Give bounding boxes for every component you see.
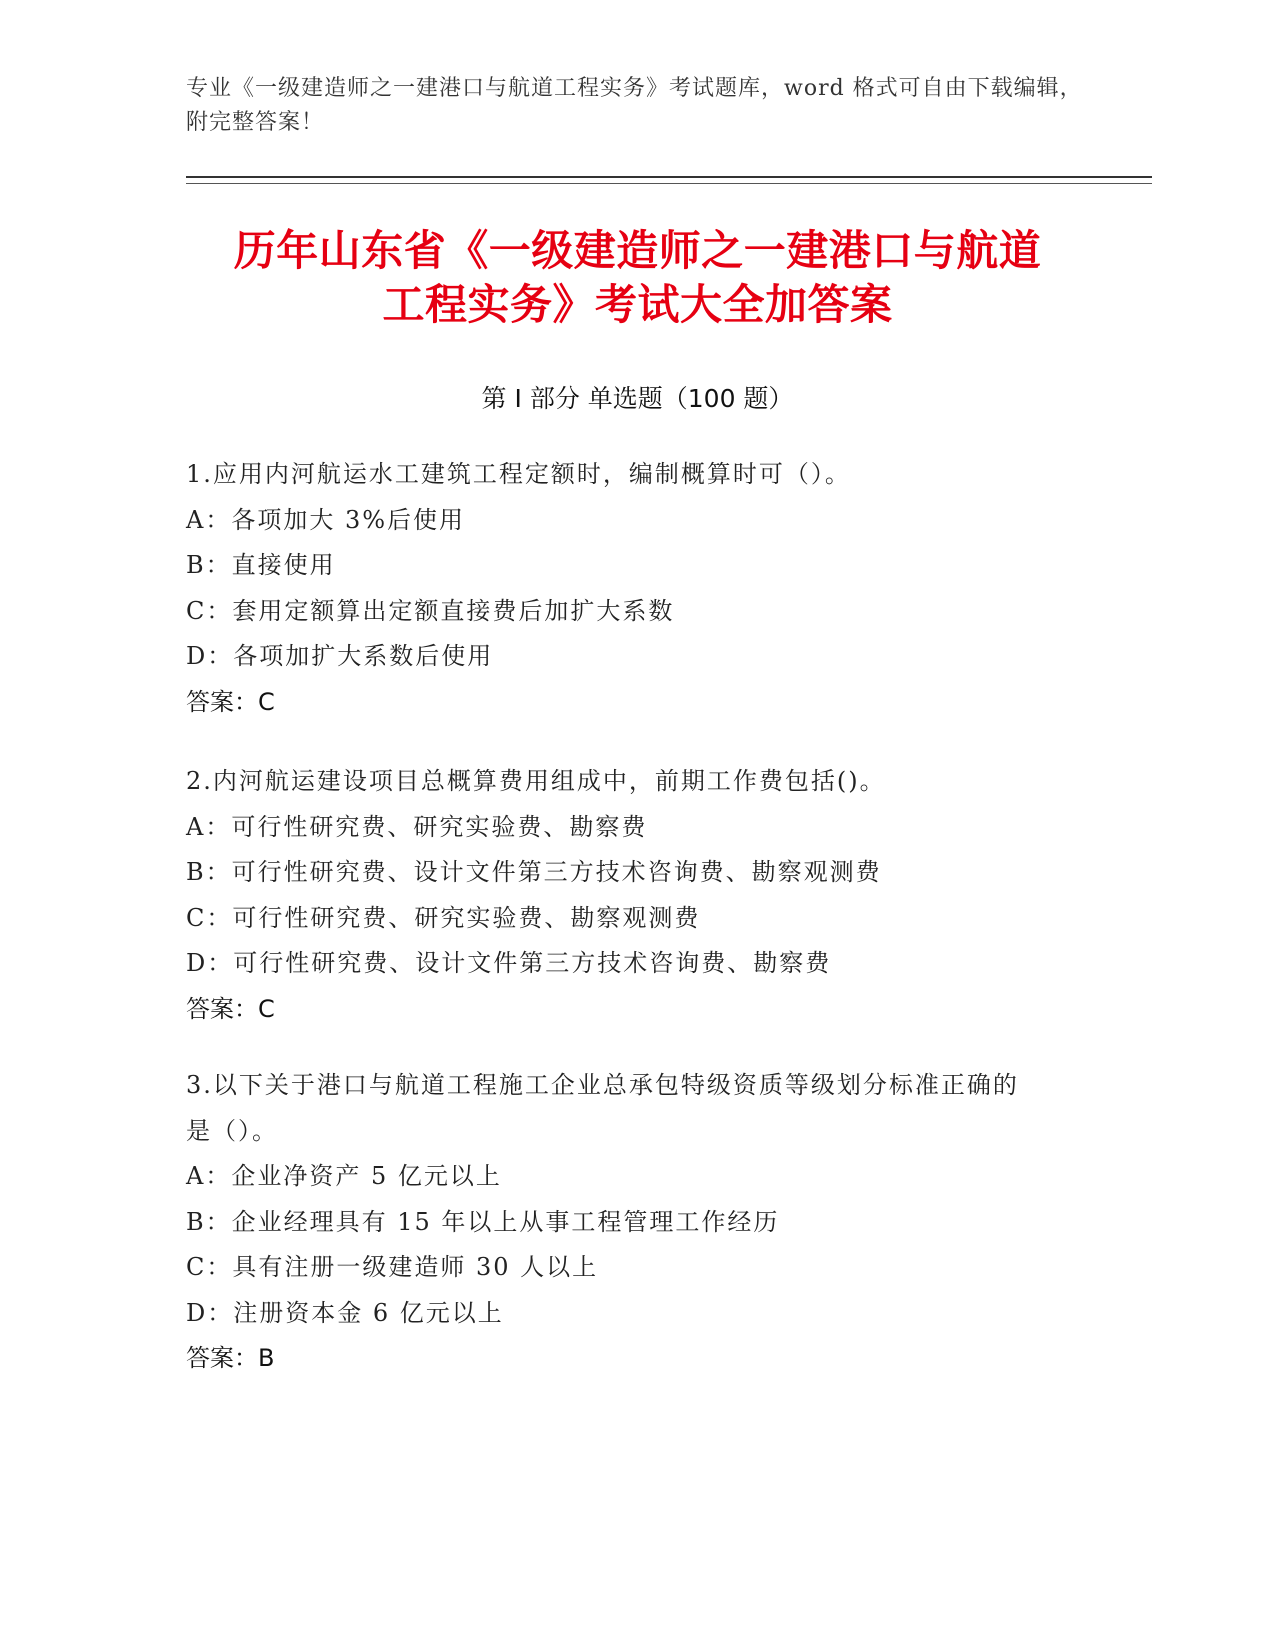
option-c: C：具有注册一级建造师 30 人以上 [186, 1253, 599, 1281]
option-d: D：各项加扩大系数后使用 [186, 642, 494, 670]
option-c: C：套用定额算出定额直接费后加扩大系数 [186, 596, 675, 625]
option-a: A：企业净资产 5 亿元以上 [186, 1162, 502, 1190]
header-divider-thick [186, 176, 1152, 178]
question-stem: 2.内河航运建设项目总概算费用组成中，前期工作费包括()。 [186, 767, 886, 795]
answer: 答案：B [186, 1344, 275, 1372]
option-d: D：注册资本金 6 亿元以上 [186, 1298, 504, 1327]
option-a: A：可行性研究费、研究实验费、勘察费 [186, 812, 648, 841]
document-title-line-2: 工程实务》考试大全加答案 [382, 280, 893, 329]
option-c: C：可行性研究费、研究实验费、勘察观测费 [186, 903, 701, 932]
option-b: B：可行性研究费、设计文件第三方技术咨询费、勘察观测费 [186, 858, 882, 886]
question-2 [186, 759, 1066, 1032]
section-title: 第 I 部分 单选题（100 题） [481, 384, 794, 413]
question-3 [186, 1063, 1036, 1382]
document-title-line-1: 历年山东省《一级建造师之一建港口与航道 [233, 226, 1042, 275]
option-b: B：直接使用 [186, 551, 336, 579]
option-d: D：可行性研究费、设计文件第三方技术咨询费、勘察费 [186, 949, 832, 977]
answer: 答案：C [186, 687, 275, 716]
header-divider-thin [186, 183, 1152, 184]
option-a: A：各项加大 3%后使用 [186, 505, 466, 534]
document-title [186, 224, 1089, 332]
option-b: B：企业经理具有 15 年以上从事工程管理工作经历 [186, 1207, 780, 1236]
answer: 答案：C [186, 994, 275, 1023]
question-1 [186, 452, 1066, 725]
question-stem: 1.应用内河航运水工建筑工程定额时，编制概算时可（）。 [186, 460, 851, 488]
question-stem: 3.以下关于港口与航道工程施工企业总承包特级资质等级划分标准正确的是（）。 [186, 1071, 1019, 1145]
header-note: 专业《一级建造师之一建港口与航道工程实务》考试题库，word 格式可自由下载编辑，附完整答案！ [186, 76, 1083, 135]
